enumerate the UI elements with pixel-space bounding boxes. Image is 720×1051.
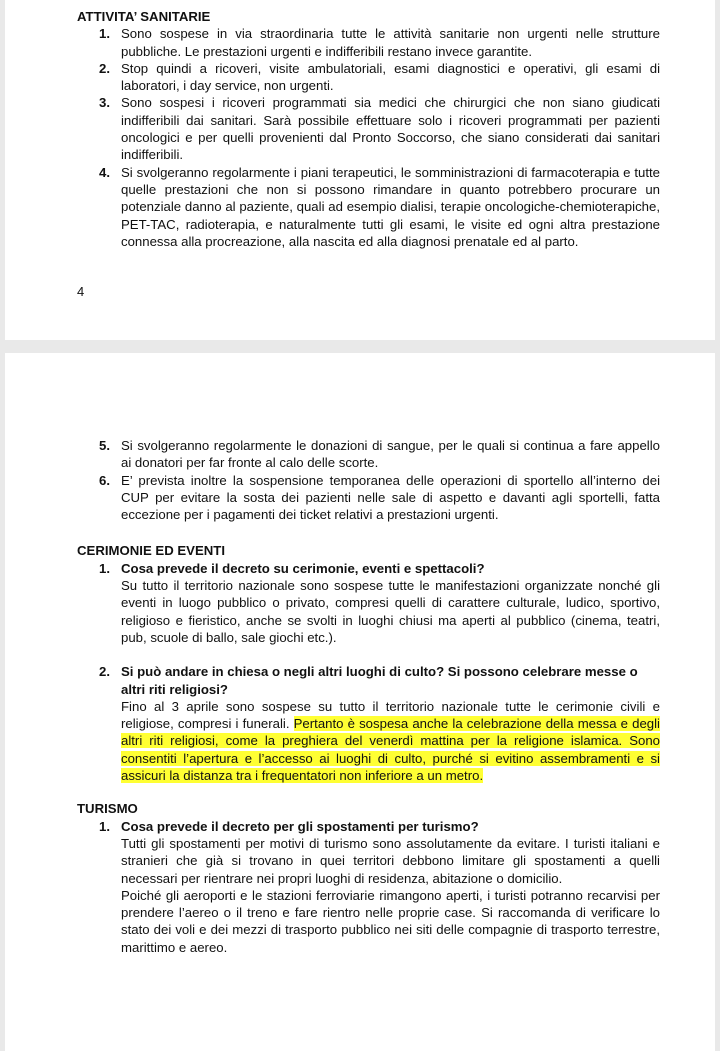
numbered-list-sanitarie-continued — [77, 437, 660, 523]
list-item — [77, 164, 660, 250]
list-item-text: Si svolgeranno regolarmente le donazioni di sangue, per le quali si continua a fare appello ai donatori per far fronte al calo delle scorte. — [121, 438, 660, 471]
answer-paragraph — [121, 698, 660, 784]
answer-text: Fino al 3 aprile sono sospese su tutto il territorio nazionale tutte le cerimonie civili e religiose, compresi i funerali. — [121, 698, 660, 732]
list-number: 1. — [99, 560, 110, 576]
answer-text: Su tutto il territorio nazionale sono sospese tutte le manifestazioni organizzate nonché gli eventi in luogo pubblico o privato, compresi quelli di carattere culturale, ludico, sportivo, religioso e fieristico, anche se svolti in luoghi chiusi ma aperti al pubblico (cinema, teatri, pub, scuole di ballo, sale giochi etc.). — [121, 578, 660, 645]
question-text: Cosa prevede il decreto su cerimonie, eventi e spettacoli? — [121, 560, 485, 576]
highlighted-text: Pertanto è sospesa anche la celebrazione della messa e degli altri riti religiosi, come la preghiera del venerdì mattina per la religione islamica. Sono consentiti l’apertura e l’accesso ai luoghi di culto, purché si evitino assembramenti e si assicuri la distanza tra i frequentatori non inferiore a un metro. — [121, 716, 660, 784]
numbered-list-turismo — [77, 818, 660, 956]
page-number: 4 — [77, 284, 85, 299]
answer-text: Poiché gli aeroporti e le stazioni ferroviarie rimangono aperti, i turisti potranno recarvisi per prendere l’aereo o il treno e fare rientro nelle proprie case. Si raccomanda di verificare lo stato dei voli e dei mezzi di trasporto pubblico nei siti delle compagnie di trasporto terrestre, marittimo e aereo. — [121, 887, 660, 955]
numbered-list-cerimonie — [77, 560, 660, 785]
question-text: Si può andare in chiesa o negli altri luoghi di culto? Si possono celebrare messe o altri riti religiosi? — [121, 664, 638, 697]
list-number: 6. — [99, 472, 110, 488]
list-number: 2. — [99, 664, 110, 680]
list-number: 3. — [99, 95, 110, 111]
list-item — [77, 818, 660, 956]
section-title-cerimonie: CERIMONIE ED EVENTI — [77, 543, 226, 559]
section-title-turismo: TURISMO — [77, 801, 138, 817]
list-item-text: Si svolgeranno regolarmente i piani terapeutici, le somministrazioni di farmacoterapia e tutte quelle prestazioni che non si possono rimandare in quanto potrebbero procurare un potenziale danno al paziente, quali ad esempio dialisi, terapie oncologiche-chemioterapiche, PET-TAC, radioterapia, e naturalmente tutti gli esami, le visite ed ogni altra prestazione connessa alla procreazione, alla nascita ed alla diagnosi prenatale ed al parto. — [121, 164, 660, 249]
list-item — [77, 60, 660, 95]
page-1-content — [77, 8, 660, 250]
document-page-1 — [5, 0, 715, 340]
list-item-text: E’ prevista inoltre la sospensione temporanea delle operazioni di sportello all’interno dei CUP per evitare la sosta dei pazienti nelle sale di aspetto e davanti agli sportelli, fatta eccezione per i pagamenti dei ticket relativi a prestazioni urgenti. — [121, 472, 660, 523]
list-item — [77, 94, 660, 163]
list-item-text: Stop quindi a ricoveri, visite ambulatoriali, esami diagnostici e operativi, gli esami di laboratori, i day service, non urgenti. — [121, 60, 660, 94]
list-item-text: Sono sospesi i ricoveri programmati sia medici che chirurgici che non siano giudicati indifferibili dai sanitari. Sarà possibile effettuare solo i ricoveri programmati per pazienti oncologici e per quelli provenienti dal Pronto Soccorso, che siano considerati dai sanitari indifferibili. — [121, 95, 660, 163]
spacer — [77, 523, 660, 542]
list-number: 1. — [99, 818, 110, 834]
list-item-text: Sono sospese in via straordinaria tutte le attività sanitarie non urgenti nelle strutture pubbliche. Le prestazioni urgenti e indifferibili restano invece garantite. — [121, 26, 660, 59]
document-page-2 — [5, 353, 715, 1051]
list-item — [77, 663, 660, 784]
list-number: 1. — [99, 26, 110, 42]
numbered-list-sanitarie — [77, 25, 660, 250]
page-2-content — [77, 437, 660, 956]
list-item — [77, 472, 660, 524]
answer-text: Tutti gli spostamenti per motivi di turismo sono assolutamente da evitare. I turisti italiani e stranieri che già si trovano in quei territori debbono limitare gli spostamenti a quelli necessari per rientrare nei propri luoghi di residenza, abitazione o domicilio. — [121, 835, 660, 886]
list-item — [77, 560, 660, 646]
list-number: 2. — [99, 60, 110, 76]
list-item — [77, 437, 660, 472]
spacer — [77, 784, 660, 800]
section-title-attivita-sanitarie: ATTIVITA’ SANITARIE — [77, 9, 211, 24]
list-number: 4. — [99, 164, 110, 180]
list-number: 5. — [99, 438, 110, 453]
list-item — [77, 25, 660, 60]
question-text: Cosa prevede il decreto per gli spostamenti per turismo? — [121, 818, 479, 834]
